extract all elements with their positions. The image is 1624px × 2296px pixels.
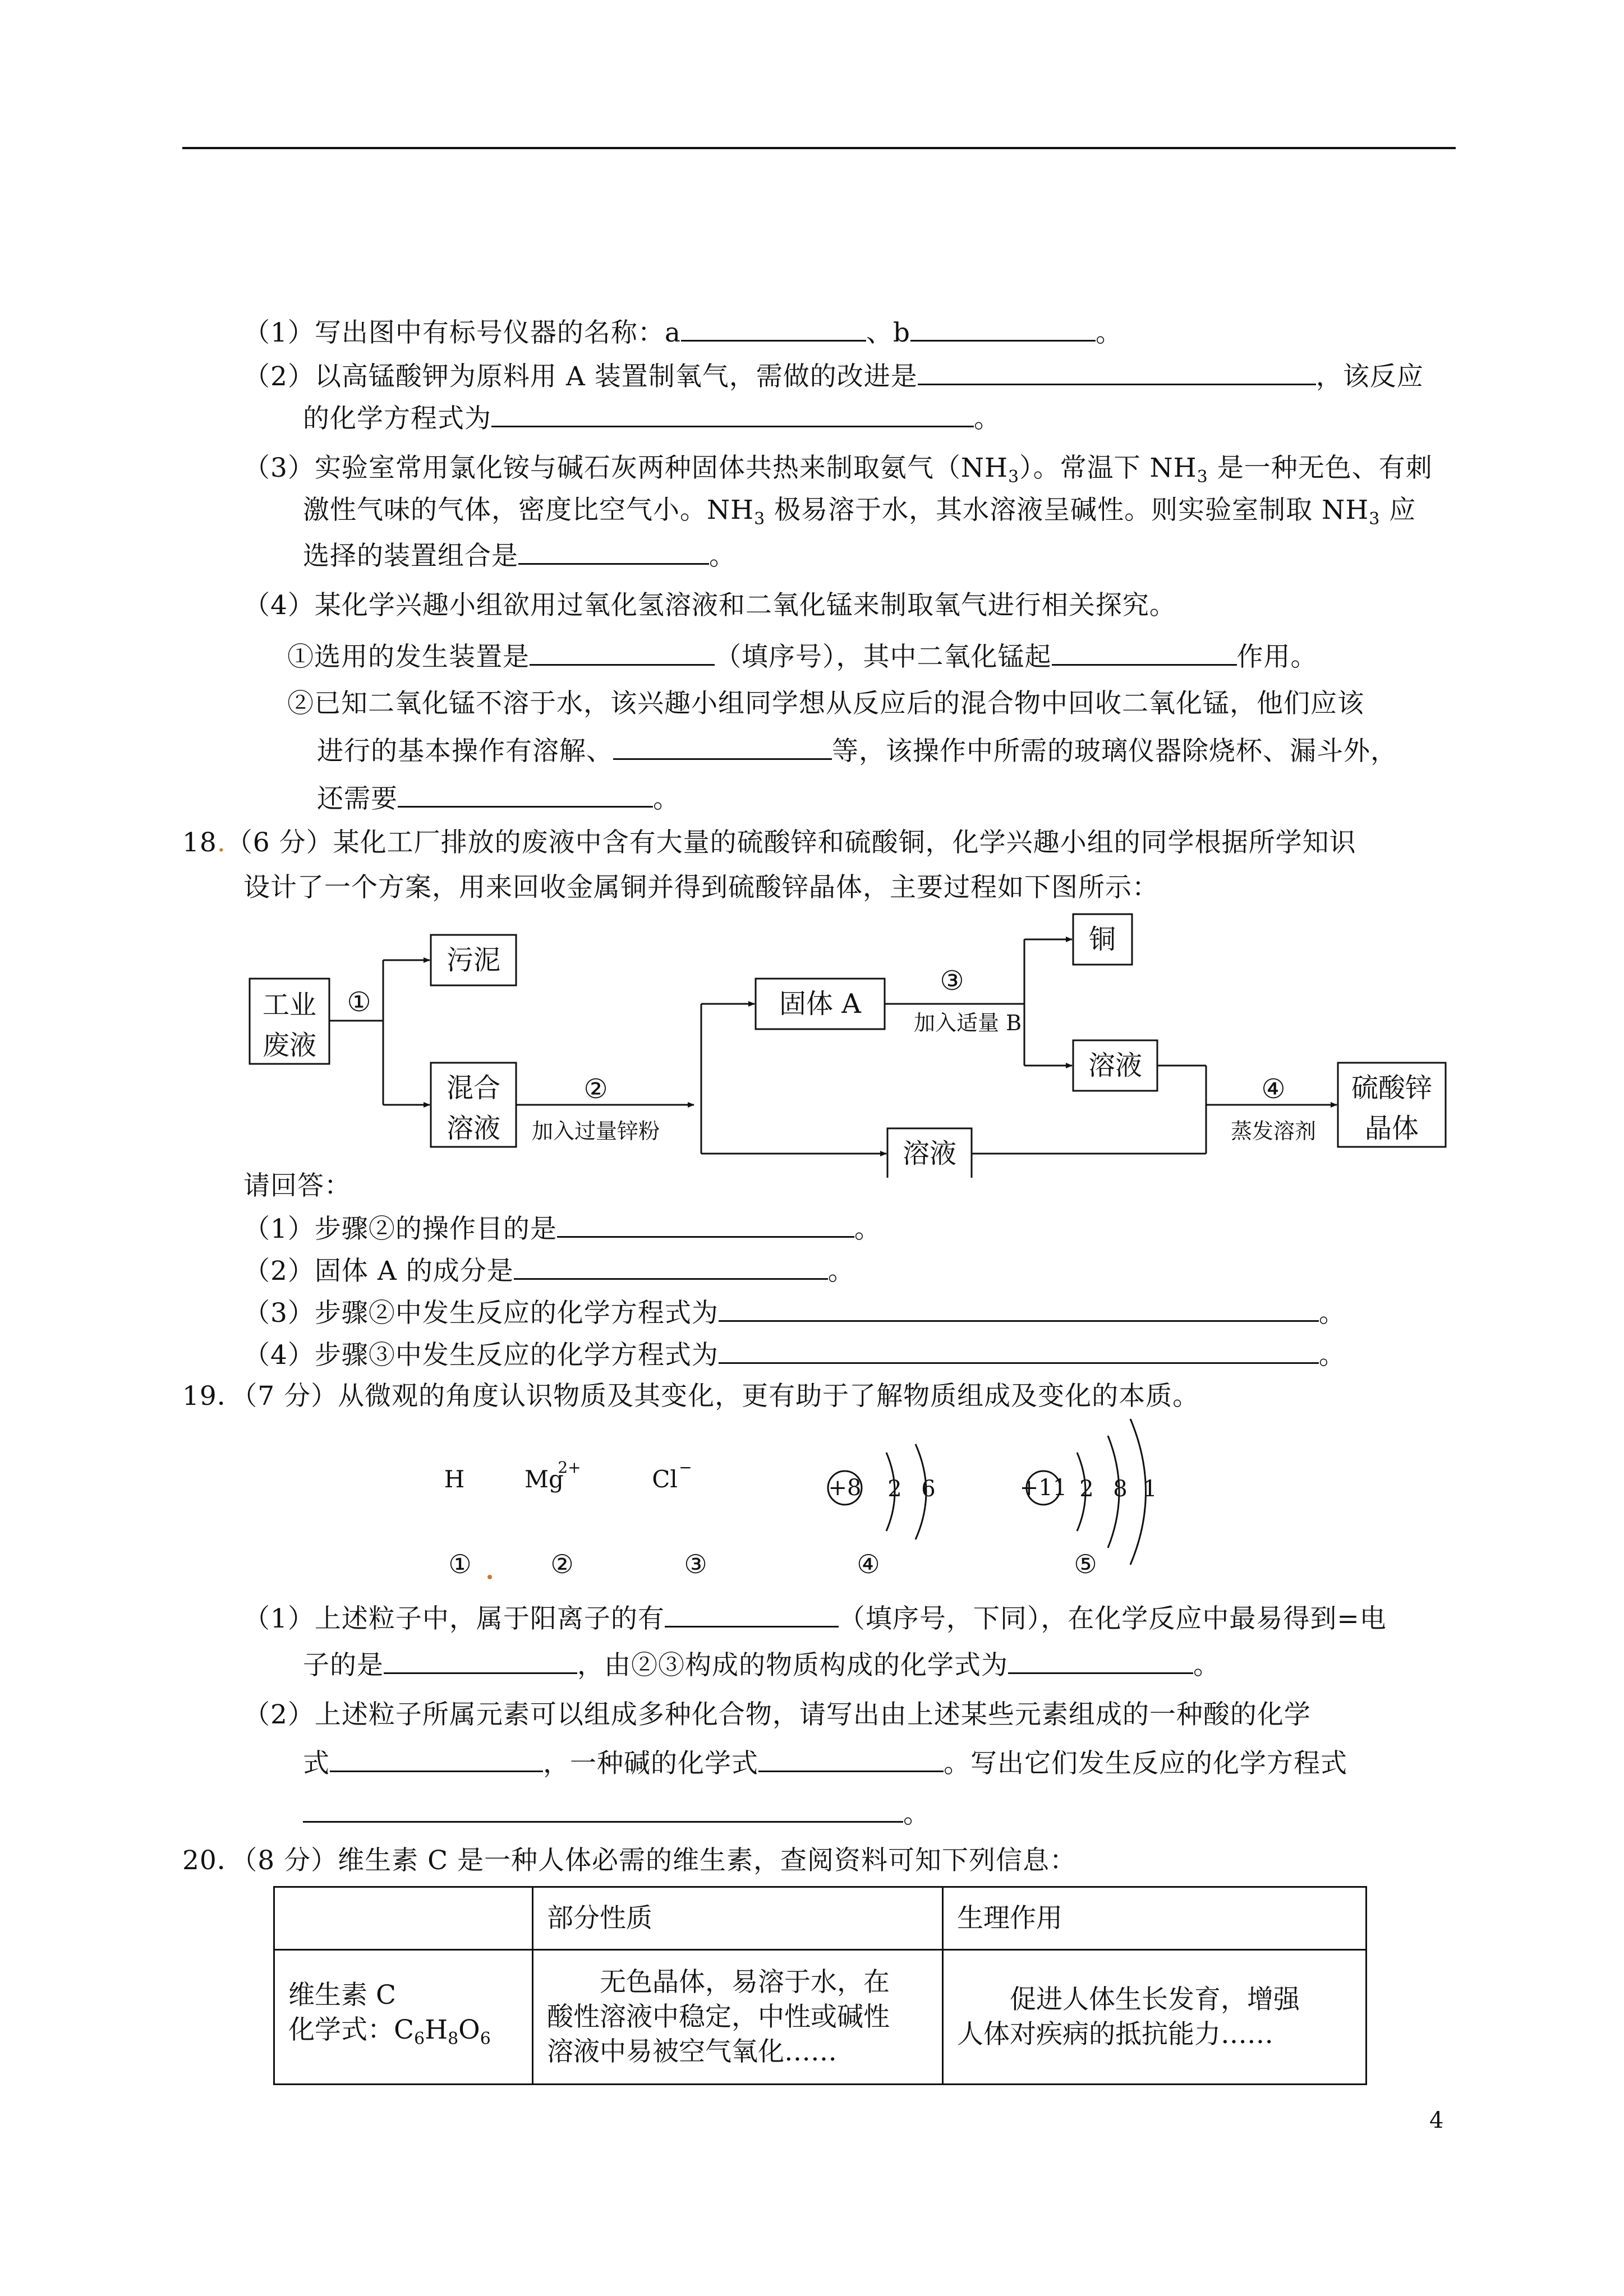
label-copper: 铜: [1088, 924, 1116, 955]
q19-s2-text-a: （2）上述粒子所属元素可以组成多种化合物，请写出由上述某些元素组成的一种酸的化学: [243, 1699, 1311, 1730]
label-4: ④: [857, 1549, 880, 1579]
q20-intro-text: ．（8 分）维生素 C 是一种人体必需的维生素，查阅资料可知下列信息：: [217, 1845, 1076, 1876]
q17-s4-text-1c: 作用。: [1236, 642, 1318, 672]
page-number: 4: [1429, 2108, 1444, 2133]
q19-s1-text-c: 子的是: [303, 1650, 384, 1681]
nucleus-5-charge: +11: [1019, 1475, 1068, 1501]
q18-intro-line-1: 18.（6 分）某化工厂排放的废液中含有大量的硫酸锌和硫酸铜，化学兴趣小组的同学根据所学知识: [182, 827, 1356, 858]
q17-s3-text-f: 应: [1380, 495, 1416, 525]
q18-a1-text: （1）步骤②的操作目的是: [243, 1214, 557, 1244]
q19-s2-line-2: [303, 1746, 1347, 1781]
particle-cl: Cl: [652, 1465, 678, 1493]
q19-s1-text-d: ，由②③构成的物质构成的化学式为: [577, 1650, 1008, 1681]
formula-o: O: [458, 2014, 480, 2045]
formula-sub: 8: [448, 2028, 459, 2049]
formula-sub: 6: [480, 2028, 491, 2049]
shell-5-3-count: 1: [1143, 1476, 1157, 1502]
question-number: 20: [182, 1845, 217, 1876]
label-crystal-1: 硫酸锌: [1351, 1072, 1433, 1104]
shell-5-2-count: 8: [1113, 1476, 1128, 1502]
punct: 。: [854, 1214, 881, 1244]
particle-mg: Mg: [525, 1465, 564, 1493]
q17-s4-text-2d: 还需要: [317, 783, 398, 814]
q19-s1-text-b: （填序号，下同），在化学反应中最易得到=电: [838, 1603, 1387, 1634]
answer-blank-equation-3[interactable]: [719, 1338, 1319, 1364]
q19-particles-figure: [0, 1402, 1624, 1604]
label-crystal-2: 晶体: [1364, 1113, 1419, 1144]
label-add-b: 加入适量 B: [913, 1011, 1022, 1035]
label-waste-2: 废液: [262, 1030, 317, 1061]
punct: 。: [1096, 317, 1123, 348]
q19-s2-text-c: ，一种碱的化学式: [543, 1748, 758, 1779]
q17-s3-text-c: 是一种无色、有刺: [1208, 453, 1433, 483]
q17-s1-text-b: 、b: [866, 317, 911, 348]
q17-s4-text-1a: ①选用的发生装置是: [287, 642, 530, 672]
q18-a3-text: （3）步骤②中发生反应的化学方程式为: [243, 1298, 719, 1329]
label-solution-lower: 溶液: [902, 1138, 957, 1169]
label-2: ②: [550, 1549, 574, 1579]
question-number: 18: [182, 827, 217, 858]
punct: 。: [827, 1256, 855, 1287]
q18-a4-text: （4）步骤③中发生反应的化学方程式为: [243, 1340, 719, 1371]
punct: 。: [709, 541, 736, 571]
role-line-1: 促进人体生长发育，增强: [1010, 1984, 1300, 2015]
answer-blank-gain-electron[interactable]: [384, 1648, 577, 1674]
q19-s1-text-a: （1）上述粒子中，属于阳离子的有: [243, 1603, 665, 1634]
punct: 。: [1318, 1340, 1346, 1371]
q19-s2-text-b: 式: [303, 1748, 330, 1779]
answer-blank-base[interactable]: [758, 1746, 944, 1772]
formula-h: H: [425, 2014, 448, 2045]
q18-intro-2: 设计了一个方案，用来回收金属铜并得到硫酸锌晶体，主要过程如下图所示：: [243, 872, 1159, 903]
q17-s4-text-2b: 进行的基本操作有溶解、: [317, 736, 613, 767]
answer-blank-formula[interactable]: [1008, 1648, 1193, 1674]
subscript: 3: [1369, 509, 1381, 529]
substance-formula: [288, 2013, 518, 2057]
punct: 。: [653, 783, 680, 814]
subscript: 3: [1008, 467, 1020, 487]
stray-mark: [487, 1575, 492, 1579]
q18-a3: [243, 1295, 1346, 1330]
step-3-marker: ③: [940, 965, 964, 997]
answer-blank-solid-a[interactable]: [514, 1253, 828, 1280]
table-row: [274, 1950, 1367, 2085]
q17-s2-text-b: ，该反应: [1315, 361, 1424, 392]
table-header-empty: [274, 1887, 533, 1950]
q18-a2-text: （2）固体 A 的成分是: [243, 1256, 514, 1287]
punct: 。: [1318, 1298, 1346, 1329]
answer-prompt: 请回答：: [243, 1170, 351, 1201]
q20-intro: [182, 1844, 1076, 1878]
table-cell-role: [943, 1950, 1367, 2085]
answer-blank-neutralization[interactable]: [303, 1796, 903, 1823]
shell-5-1-count: 2: [1079, 1476, 1094, 1502]
vitamin-c-table: [273, 1886, 1367, 2085]
shell-4-1-count: 2: [887, 1476, 902, 1502]
role-line-2: 人体对疾病的抵抗能力……: [957, 2018, 1273, 2050]
step-1-marker: ①: [347, 986, 371, 1018]
q19-s2-text-d: 。写出它们发生反应的化学方程式: [944, 1748, 1347, 1779]
label-evaporate: 蒸发溶剂: [1230, 1119, 1317, 1144]
table-header-properties: 部分性质: [533, 1887, 943, 1950]
answer-blank-equation-2[interactable]: [719, 1295, 1319, 1322]
q17-s2-text-a: （2）以高锰酸钾为原料用 A 装置制氧气，需做的改进是: [243, 361, 918, 392]
q17-s1-text-a: （1）写出图中有标号仪器的名称：a: [243, 317, 681, 348]
formula-c: C: [394, 2014, 414, 2045]
q18-prompt: [243, 1169, 351, 1203]
label-solid-a: 固体 A: [779, 988, 861, 1020]
q17-s4-text-1b: （填序号），其中二氧化锰起: [715, 642, 1052, 672]
punct: 。: [903, 1799, 930, 1829]
q19-s2-line-3: [303, 1796, 930, 1831]
label-solution-upper: 溶液: [1088, 1050, 1143, 1081]
table-header-row: [274, 1887, 1367, 1950]
table-cell-substance: [274, 1950, 533, 2085]
punct: 。: [1193, 1650, 1220, 1681]
label-mixed-2: 溶液: [446, 1113, 501, 1144]
particle-h: H: [444, 1465, 465, 1493]
q17-s3-text-d: 激性气味的气体，密度比空气小。NH: [303, 495, 755, 525]
q17-s4-text-2a: ②已知二氧化锰不溶于水，该兴趣小组同学想从反应后的混合物中回收二氧化锰，他们应该: [287, 688, 1364, 719]
properties-line-2: 酸性溶液中稳定，中性或碱性: [547, 2001, 890, 2032]
q19-intro-text: ．（7 分）从微观的角度认识物质及其变化，更有助于了解物质组成及变化的本质。: [217, 1381, 1200, 1412]
nucleus-4-charge: +8: [828, 1475, 862, 1501]
q17-s2-text-c: 的化学方程式为: [303, 403, 491, 434]
answer-blank-cation[interactable]: [665, 1601, 839, 1628]
table-cell-properties: [533, 1950, 943, 2085]
properties-line-3: 溶液中易被空气氧化……: [547, 2036, 837, 2067]
q18-a4: [243, 1338, 1346, 1372]
step-4-marker: ④: [1261, 1073, 1286, 1105]
q17-s3-text-e: 极易溶于水，其水溶液呈碱性。则实验室制取 NH: [765, 495, 1369, 525]
label-3: ③: [684, 1549, 707, 1579]
label-mixed-1: 混合: [446, 1072, 501, 1104]
shell-4-2-count: 6: [921, 1476, 936, 1502]
q18-intro-1: （6 分）某化工厂排放的废液中含有大量的硫酸锌和硫酸铜，化学兴趣小组的同学根据所学知识: [226, 827, 1356, 858]
properties-line-1: 无色晶体，易溶于水，在: [600, 1966, 890, 1998]
label-add-zinc: 加入过量锌粉: [531, 1119, 660, 1144]
formula-sub: 6: [413, 2028, 425, 2049]
q17-s3-text-a: （3）实验室常用氯化铵与碱石灰两种固体共热来制取氨气（NH: [243, 453, 1009, 483]
q19-s2-line-1: [243, 1698, 1311, 1732]
punct: 。: [974, 403, 1001, 434]
subscript: 3: [754, 509, 766, 529]
subscript: 3: [1197, 467, 1208, 487]
answer-blank-acid[interactable]: [330, 1746, 543, 1772]
label-sludge: 污泥: [446, 944, 501, 976]
answer-blank-purpose[interactable]: [557, 1211, 854, 1238]
charge-cl: −: [679, 1458, 692, 1477]
q17-s4-text-2c: 等，该操作中所需的玻璃仪器除烧杯、漏斗外，: [832, 736, 1397, 767]
label-waste-1: 工业: [262, 989, 317, 1021]
label-1: ①: [448, 1549, 472, 1579]
q17-s4-title: （4）某化学兴趣小组欲用过氧化氢溶液和二氧化锰来制取氧气进行相关探究。: [243, 590, 1176, 621]
table-header-role: 生理作用: [943, 1887, 1367, 1950]
q17-s3-text-b: ）。常温下 NH: [1019, 453, 1197, 483]
substance-name: 维生素 C: [288, 1979, 396, 2011]
charge-mg: 2+: [558, 1458, 581, 1477]
q18-a2: [243, 1253, 855, 1288]
q19-s1-line-2: [303, 1648, 1220, 1682]
question-number: 19: [182, 1381, 217, 1412]
q18-a1: [243, 1211, 881, 1246]
step-2-marker: ②: [583, 1073, 608, 1105]
label-5: ⑤: [1074, 1549, 1097, 1579]
q17-s3-text-g: 选择的装置组合是: [303, 541, 518, 571]
formula-prefix: 化学式：: [288, 2014, 394, 2045]
q19-s1-line-1: [243, 1601, 1387, 1636]
